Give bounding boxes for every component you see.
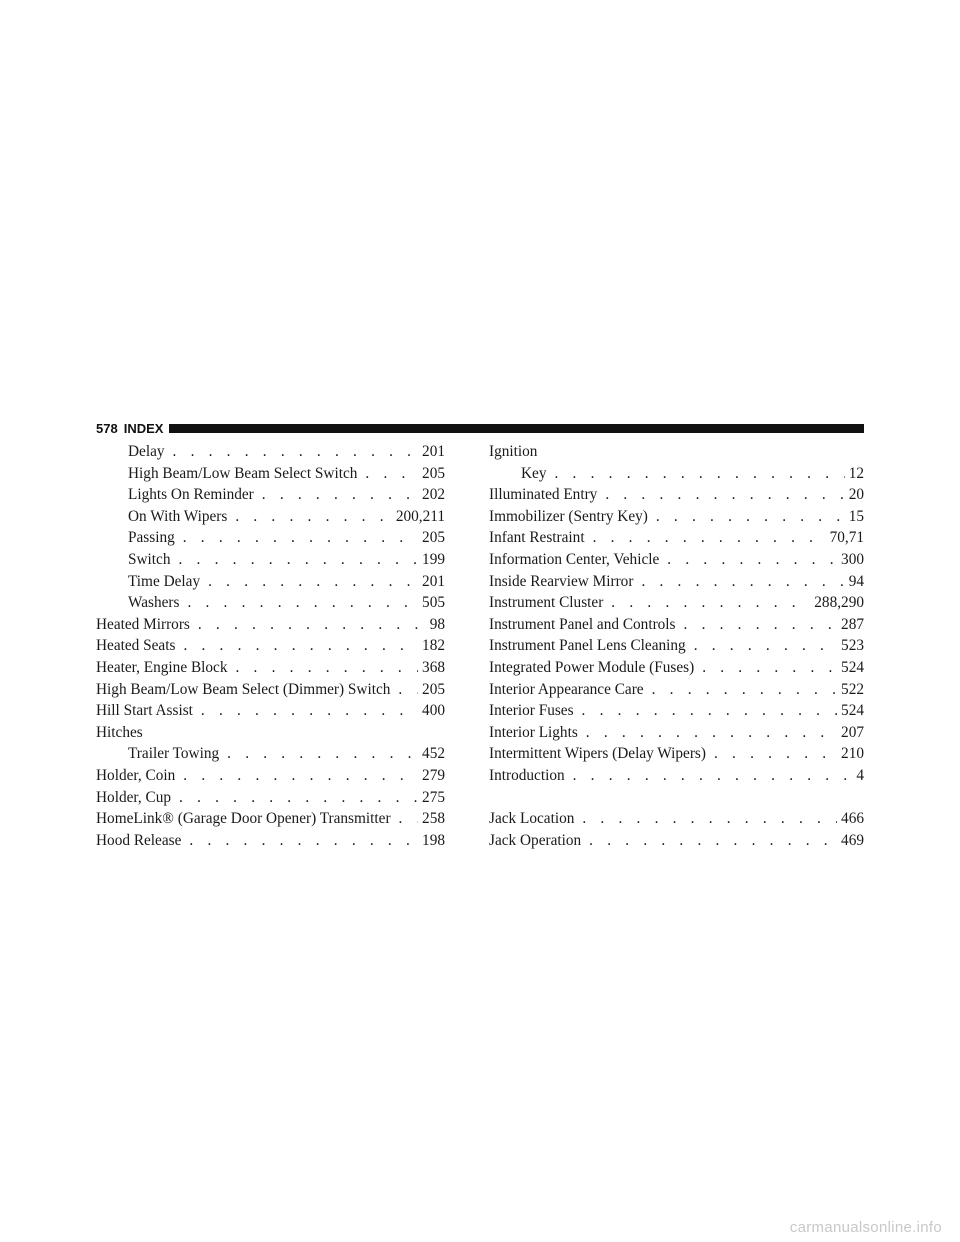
index-column-right <box>489 441 864 851</box>
index-entry <box>489 635 864 657</box>
entry-page-number: 288,290 <box>814 594 864 612</box>
dot-leader <box>183 527 418 549</box>
entry-label: Trailer Towing <box>128 745 220 763</box>
dot-leader <box>236 657 419 679</box>
index-entry <box>96 614 445 636</box>
index-entry <box>489 830 864 852</box>
entry-page-number: 201 <box>422 572 445 590</box>
dot-leader <box>702 657 837 679</box>
entry-page-number: 205 <box>422 529 445 547</box>
dot-leader <box>582 808 837 830</box>
entry-page-number: 523 <box>841 637 864 655</box>
entry-page-number: 287 <box>841 615 864 633</box>
dot-leader <box>573 765 853 787</box>
dot-leader <box>173 441 419 463</box>
entry-label: Time Delay <box>128 572 201 590</box>
index-subentry <box>96 441 445 463</box>
entry-label: Interior Lights <box>489 723 578 741</box>
header-rule <box>169 424 864 433</box>
entry-label: Instrument Panel and Controls <box>489 615 676 633</box>
entry-page-number: 210 <box>841 745 864 763</box>
entry-page-number: 466 <box>841 810 864 828</box>
index-entry <box>489 527 864 549</box>
index-subentry <box>96 571 445 593</box>
entry-page-number: 279 <box>422 766 445 784</box>
dot-leader <box>611 592 810 614</box>
index-entry <box>96 700 445 722</box>
entry-page-number: 70,71 <box>829 529 864 547</box>
index-subentry <box>96 484 445 506</box>
entry-label: High Beam/Low Beam Select (Dimmer) Switch <box>96 680 391 698</box>
entry-label: Heated Mirrors <box>96 615 190 633</box>
dot-leader <box>198 614 426 636</box>
entry-page-number: 505 <box>422 594 445 612</box>
entry-label: Heated Seats <box>96 637 176 655</box>
entry-label: Lights On Reminder <box>128 486 254 504</box>
index-entry <box>489 700 864 722</box>
index-entry <box>489 571 864 593</box>
index-entry <box>96 635 445 657</box>
dot-leader <box>641 571 844 593</box>
entry-page-number: 205 <box>422 680 445 698</box>
entry-label: Instrument Cluster <box>489 594 604 612</box>
index-entry <box>489 657 864 679</box>
index-entry <box>489 549 864 571</box>
entry-page-number: 275 <box>422 788 445 806</box>
entry-page-number: 452 <box>422 745 445 763</box>
dot-leader <box>589 830 837 852</box>
entry-label: Jack Operation <box>489 831 582 849</box>
dot-leader <box>235 506 392 528</box>
index-entry <box>96 787 445 809</box>
index-subentry <box>96 592 445 614</box>
page-header <box>96 418 864 438</box>
entry-page-number: 300 <box>841 550 864 568</box>
entry-page-number: 368 <box>422 658 445 676</box>
entry-page-number: 20 <box>848 486 864 504</box>
index-column-left <box>96 441 445 851</box>
entry-page-number: 469 <box>841 831 864 849</box>
entry-label: Instrument Panel Lens Cleaning <box>489 637 686 655</box>
entry-page-number: 12 <box>848 464 864 482</box>
entry-page-number: 201 <box>422 443 445 460</box>
entry-page-number: 15 <box>848 507 864 525</box>
dot-leader <box>187 592 418 614</box>
dot-leader <box>189 830 418 852</box>
dot-leader <box>652 679 837 701</box>
index-entry <box>489 614 864 636</box>
dot-leader <box>398 679 418 701</box>
entry-label: Interior Fuses <box>489 702 574 720</box>
entry-page-number: 524 <box>841 658 864 676</box>
index-entry <box>489 441 864 463</box>
index-subentry <box>96 527 445 549</box>
index-entry <box>489 808 864 830</box>
dot-leader <box>208 571 418 593</box>
index-entry <box>489 484 864 506</box>
entry-label: Information Center, Vehicle <box>489 550 660 568</box>
index-subentry <box>96 463 445 485</box>
entry-label: Jack Location <box>489 810 575 828</box>
index-entry <box>489 592 864 614</box>
dot-leader <box>183 635 418 657</box>
entry-label: Switch <box>128 550 171 568</box>
dot-leader <box>714 743 837 765</box>
dot-leader <box>179 549 419 571</box>
entry-label: Washers <box>128 594 180 612</box>
entry-label: Delay <box>128 443 165 460</box>
index-entry <box>489 722 864 744</box>
index-entry <box>489 765 864 787</box>
entry-page-number: 524 <box>841 702 864 720</box>
entry-label: Illuminated Entry <box>489 486 598 504</box>
dot-leader <box>227 743 418 765</box>
entry-label: Integrated Power Module (Fuses) <box>489 658 695 676</box>
entry-page-number: 94 <box>848 572 864 590</box>
entry-label: Heater, Engine Block <box>96 658 228 676</box>
index-entry <box>96 808 445 830</box>
entry-label: Interior Appearance Care <box>489 680 644 698</box>
entry-page-number: 4 <box>856 766 864 784</box>
entry-page-number: 98 <box>429 615 445 633</box>
entry-page-number: 182 <box>422 637 445 655</box>
index-entry <box>96 722 445 744</box>
index-subentry <box>489 463 864 485</box>
index-subentry <box>96 506 445 528</box>
index-entry <box>489 743 864 765</box>
entry-page-number: 198 <box>422 831 445 849</box>
entry-label: Infant Restraint <box>489 529 585 547</box>
dot-leader <box>183 765 418 787</box>
dot-leader <box>667 549 837 571</box>
page-title: INDEX <box>123 420 164 436</box>
index-entry <box>96 830 445 852</box>
entry-page-number: 200,211 <box>395 507 445 525</box>
dot-leader <box>694 635 837 657</box>
index-subentry <box>96 549 445 571</box>
entry-page-number: 202 <box>422 486 445 504</box>
entry-label: Passing <box>128 529 175 547</box>
dot-leader <box>593 527 826 549</box>
entry-label: Holder, Coin <box>96 766 176 784</box>
dot-leader <box>399 808 419 830</box>
index-entry <box>489 506 864 528</box>
entry-label: Inside Rearview Mirror <box>489 572 634 590</box>
dot-leader <box>605 484 844 506</box>
page-number: 578 <box>96 420 118 436</box>
dot-leader <box>656 506 845 528</box>
entry-label: Introduction <box>489 766 565 784</box>
entry-label: Intermittent Wipers (Delay Wipers) <box>489 745 706 763</box>
watermark: carmanualsonline.info <box>789 1219 942 1236</box>
index-entry <box>489 679 864 701</box>
entry-page-number: 522 <box>841 680 864 698</box>
entry-page-number: 258 <box>422 810 445 828</box>
entry-page-number: 400 <box>422 702 445 720</box>
dot-leader <box>179 787 418 809</box>
entry-page-number: 205 <box>422 464 445 482</box>
index-entry <box>96 657 445 679</box>
dot-leader <box>201 700 418 722</box>
entry-label: Hill Start Assist <box>96 702 193 720</box>
dot-leader <box>684 614 838 636</box>
entry-page-number: 207 <box>841 723 864 741</box>
entry-label: Hood Release <box>96 831 182 849</box>
entry-label: High Beam/Low Beam Select Switch <box>128 464 358 482</box>
entry-label: Ignition <box>489 443 538 460</box>
index-entry <box>96 679 445 701</box>
index-entry <box>96 765 445 787</box>
dot-leader <box>365 463 418 485</box>
dot-leader <box>555 463 845 485</box>
dot-leader <box>586 722 837 744</box>
entry-label: Holder, Cup <box>96 788 172 806</box>
entry-label: Immobilizer (Sentry Key) <box>489 507 648 525</box>
index-subentry <box>96 743 445 765</box>
entry-label: On With Wipers <box>128 507 228 525</box>
entry-label: Key <box>521 464 547 482</box>
entry-page-number: 199 <box>422 550 445 568</box>
entry-label: Hitches <box>96 723 143 741</box>
entry-label: HomeLink® (Garage Door Opener) Transmitter <box>96 810 391 828</box>
dot-leader <box>262 484 418 506</box>
dot-leader <box>582 700 838 722</box>
